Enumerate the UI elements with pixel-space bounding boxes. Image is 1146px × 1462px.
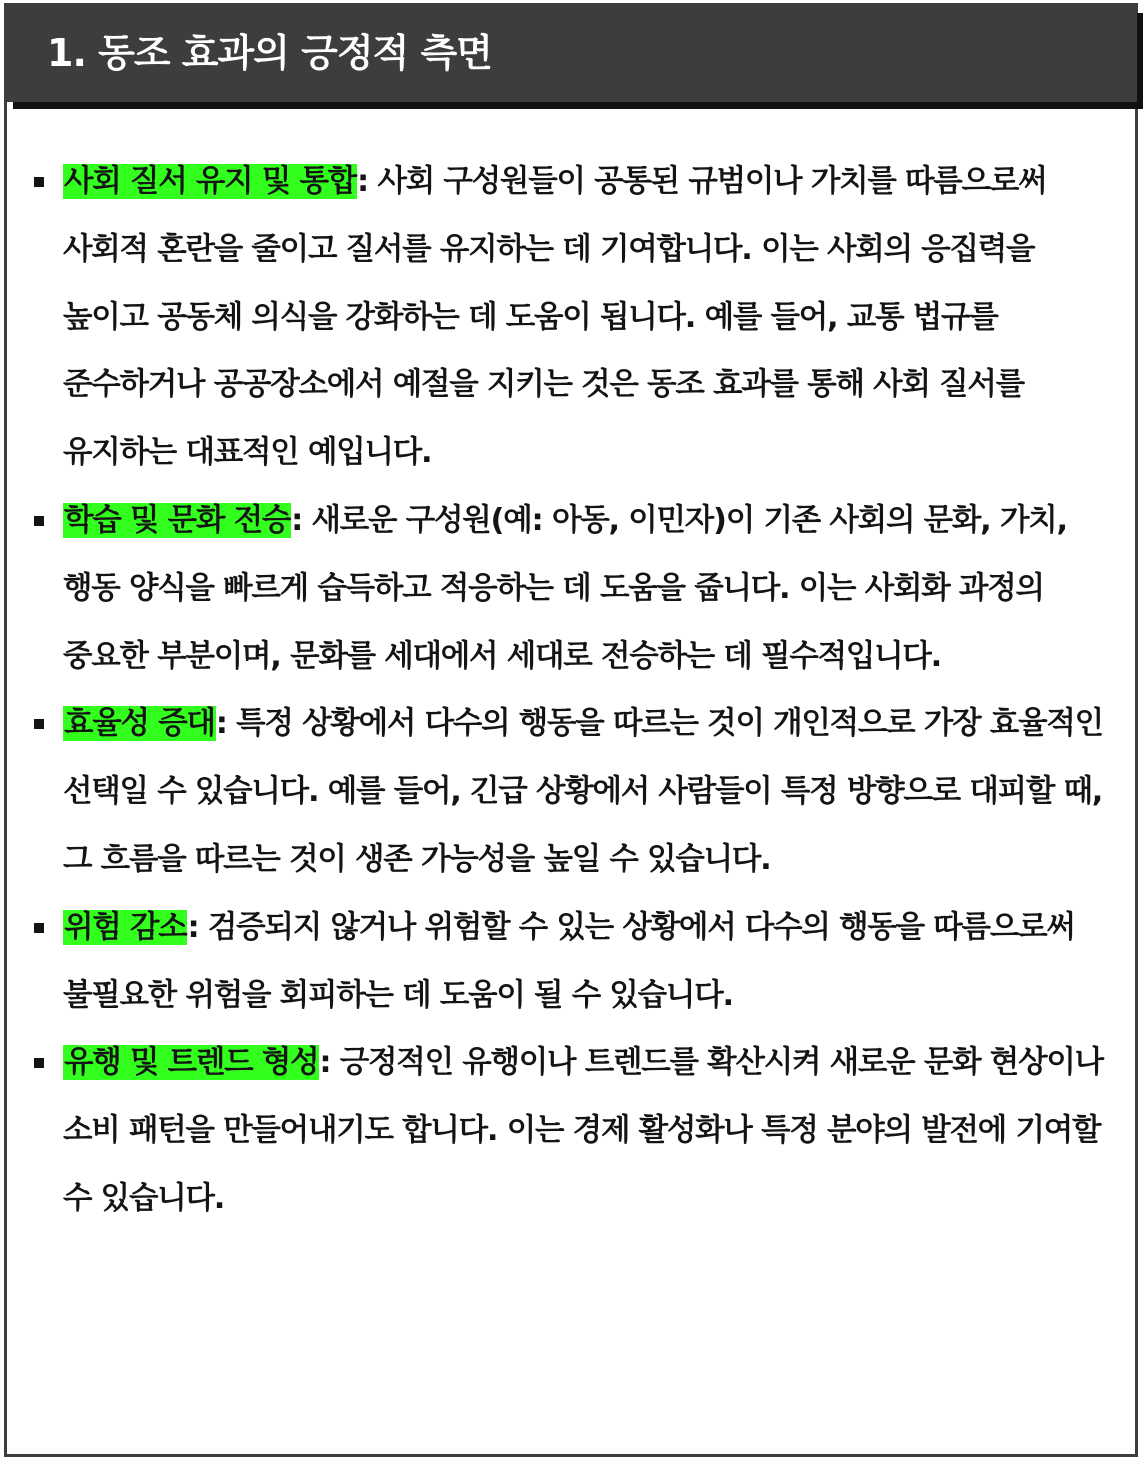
bullet-square-icon	[34, 516, 44, 526]
document-frame	[4, 3, 1138, 1457]
highlighted-term: 효율성 증대	[64, 706, 215, 742]
highlighted-term: 사회 질서 유지 및 통합	[64, 164, 357, 199]
item-description: : 새로운 구성원(예: 아동, 이민자)이 기존 사회의 문화, 가치, 행동 양식을 빠르게 습득하고 적응하는 데 도움을 줍니다. 이는 사회화 과정의 중요한 부분이며, 문화를 세대에서 세대로 전승하는 데 필수적입니다.	[63, 502, 1067, 674]
item-description: : 긍정적인 유행이나 트렌드를 확산시켜 새로운 문화 현상이나 소비 패턴을 만들어내기도 합니다. 이는 경제 활성화나 특정 분야의 발전에 기여할 수 있습니다.	[63, 1045, 1103, 1216]
highlighted-term: 위험 감소	[64, 909, 187, 945]
list-item-risk-reduction	[32, 894, 1117, 1030]
item-description: : 검증되지 않거나 위험할 수 있는 상황에서 다수의 행동을 따름으로써 불필요한 위험을 회피하는 데 도움이 될 수 있습니다.	[63, 909, 1075, 1013]
bullet-square-icon	[34, 719, 44, 729]
highlighted-term: 유행 및 트렌드 형성	[64, 1045, 319, 1081]
item-description: : 사회 구성원들이 공통된 규범이나 가치를 따름으로써 사회적 혼란을 줄이고 질서를 유지하는 데 기여합니다. 이는 사회의 응집력을 높이고 공동체 의식을 강화하는 데 도움이 됩니다. 예를 들어, 교통 법규를 준수하거나 공공장소에서 예절을 지키는 것은 동조 효과를 통해 사회 질서를 유지하는 대표적인 예입니다.	[63, 164, 1047, 471]
section-header	[7, 6, 1137, 102]
bullet-list	[32, 148, 1117, 1233]
bullet-square-icon	[34, 177, 44, 187]
list-item-learning-culture	[32, 487, 1117, 690]
bullet-square-icon	[34, 1058, 44, 1068]
list-item-trend-formation	[32, 1029, 1117, 1232]
section-title: 1. 동조 효과의 긍정적 측면	[47, 31, 492, 75]
item-description: : 특정 상황에서 다수의 행동을 따르는 것이 개인적으로 가장 효율적인 선택일 수 있습니다. 예를 들어, 긴급 상황에서 사람들이 특정 방향으로 대피할 때, 그 흐름을 따르는 것이 생존 가능성을 높일 수 있습니다.	[63, 706, 1103, 877]
highlighted-term: 학습 및 문화 전승	[64, 502, 291, 538]
list-item-social-order	[32, 148, 1117, 487]
bullet-square-icon	[34, 923, 44, 933]
list-item-efficiency	[32, 690, 1117, 893]
